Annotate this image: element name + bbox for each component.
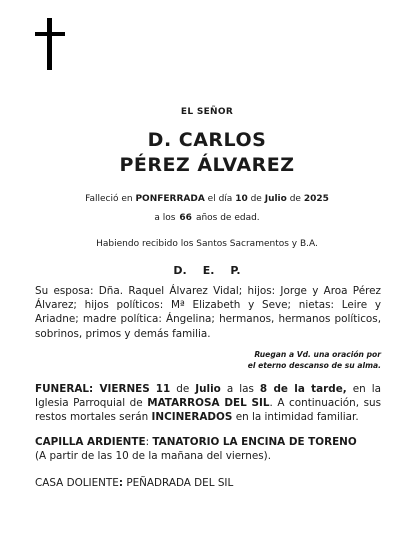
chapel-info: CAPILLA ARDIENTE: TANATORIO LA ENCINA DE TORENO (A partir de las 10 de la mañana del viernes). bbox=[35, 435, 381, 463]
family-list: Su esposa: Dña. Raquel Álvarez Vidal; hijos: Jorge y Aroa Pérez Álvarez; hijos políticos: Mª Elizabeth y Seve; nietas: Leire y Ariadne; madre política: Ángelina; hermanos, hermanos políticos, sobrinos, primos y demás familia. bbox=[35, 285, 381, 340]
title-el-senor: EL SEÑOR bbox=[180, 107, 234, 117]
mourning-house: CASA DOLIENTE: PEÑADRADA DEL SIL bbox=[35, 477, 234, 489]
prayer-request: Ruegan a Vd. una oración por el eterno descanso de su alma. bbox=[247, 350, 381, 370]
death-statement: Falleció en PONFERRADA el día 10 de Julio de 2025 bbox=[85, 194, 329, 204]
death-month: Julio bbox=[264, 194, 287, 204]
cross-icon bbox=[35, 18, 65, 70]
death-place: PONFERRADA bbox=[135, 194, 205, 204]
funeral-label: FUNERAL: VIERNES bbox=[35, 383, 150, 395]
sacraments-statement: Habiendo recibido los Santos Sacramentos y B.A. bbox=[96, 239, 318, 249]
dep-initials: D. E. P. bbox=[173, 264, 241, 277]
chapel-place: TANATORIO LA ENCINA DE TORENO bbox=[152, 436, 357, 448]
funeral-info: FUNERAL: VIERNES 11 de Julio a las 8 de la tarde, en la Iglesia Parroquial de MATARROSA DEL SIL. A continuación, sus restos mortales serán INCINERADOS en la intimidad familiar. bbox=[35, 383, 381, 424]
funeral-parish: MATARROSA DEL SIL bbox=[147, 397, 270, 410]
death-year: 2025 bbox=[303, 194, 329, 204]
deceased-name-line2: PÉREZ ÁLVAREZ bbox=[119, 154, 295, 176]
deceased-name-line1: D. CARLOS bbox=[147, 129, 267, 151]
chapel-note: (A partir de las 10 de la mañana del viernes). bbox=[35, 450, 272, 463]
age-statement: a los 66 años de edad. bbox=[154, 213, 260, 223]
age-value: 66 bbox=[179, 213, 192, 223]
death-day: 10 bbox=[235, 194, 248, 204]
chapel-label: CAPILLA ARDIENTE bbox=[35, 436, 146, 448]
